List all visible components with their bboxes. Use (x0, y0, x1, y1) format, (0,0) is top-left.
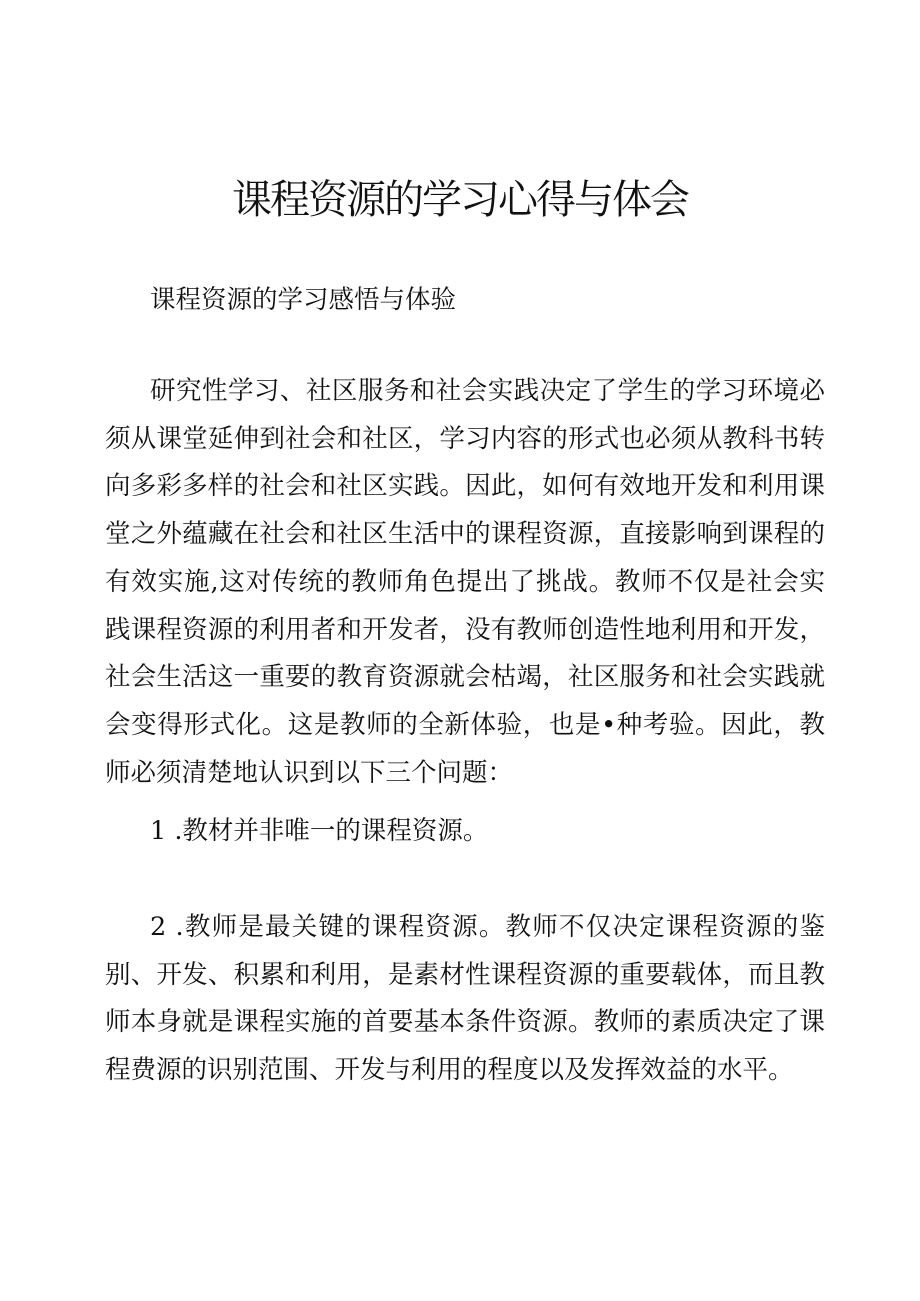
document-subtitle: 课程资源的学习感悟与体验 (150, 285, 457, 315)
document-title: 课程资源的学习心得与体会 (232, 177, 688, 223)
paragraph-point-2: 2 .教师是最关键的课程资源。教师不仅决定课程资源的鉴别、开发、积累和利用，是素材性课程资源的重要载体，而且教师本身就是课程实施的首要基本条件资源。教师的素质决定了课程费源的识别范围、开发与利用的程度以及发挥效益的水平。 (105, 912, 825, 1086)
paragraph-intro: 研究性学习、社区服务和社会实践决定了学生的学习环境必须从课堂延伸到社会和社区，学习内容的形式也必须从教科书转向多彩多样的社会和社区实践。因此，如何有效地开发和利用课堂之外蕴藏在社会和社区生活中的课程资源，直接影响到课程的有效实施,这对传统的教师角色提出了挑战。教师不仅是社会实践课程资源的利用者和开发者，没有教师创造性地利用和开发，社会生活这一重要的教育资源就会枯竭，社区服务和社会实践就会变得形式化。这是教师的全新体验，也是•种考验。因此，教师必须清楚地认识到以下三个问题： (105, 376, 825, 788)
paragraph-point-1: 1 .教材并非唯一的课程资源。 (150, 816, 489, 846)
